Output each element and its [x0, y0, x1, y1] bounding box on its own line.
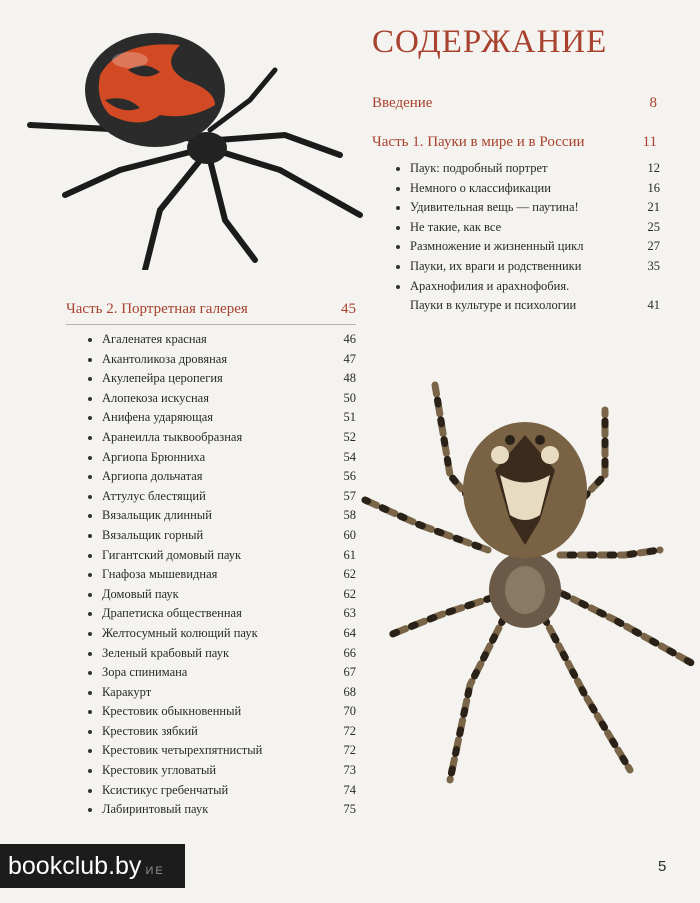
toc-intro-label: Введение — [372, 95, 433, 111]
watermark-text: bookclub.by — [8, 852, 142, 880]
toc-item[interactable]: Удивительная вещь — паутина! 21 — [410, 198, 660, 218]
toc-part1-page: 11 — [642, 134, 657, 150]
toc-item[interactable]: Аргиопа дольчатая 56 — [102, 467, 356, 487]
toc-item[interactable]: Вязальщик длинный 58 — [102, 506, 356, 526]
toc-item[interactable]: Алопекоза искусная 50 — [102, 389, 356, 409]
toc-part2-list — [102, 330, 356, 820]
toc-intro-page: 8 — [649, 95, 657, 111]
toc-item[interactable]: Домовый паук 62 — [102, 585, 356, 605]
toc-item[interactable]: Акантоликоза дровяная 47 — [102, 350, 356, 370]
toc-item[interactable]: Ксистикус гребенчатый 74 — [102, 781, 356, 801]
divider — [66, 324, 356, 325]
toc-item[interactable]: Агаленатея красная 46 — [102, 330, 356, 350]
toc-item[interactable]: Анифена ударяющая 51 — [102, 408, 356, 428]
brown-orb-weaver-spider-image — [360, 365, 700, 805]
toc-item[interactable]: Аранеилла тыквообразная 52 — [102, 428, 356, 448]
toc-part2-heading[interactable] — [66, 301, 356, 318]
page-title: СОДЕРЖАНИЕ — [372, 24, 608, 60]
toc-item-multiline[interactable]: Арахнофилия и арахнофобия. Пауки в культуре и психологии 41 — [410, 277, 660, 316]
toc-item[interactable]: Зора спинимана 67 — [102, 663, 356, 683]
red-black-spider-image — [10, 20, 370, 270]
toc-item[interactable]: Крестовик четырехпятнистый 72 — [102, 741, 356, 761]
toc-item[interactable]: Каракурт 68 — [102, 683, 356, 703]
toc-item[interactable]: Не такие, как все 25 — [410, 218, 660, 238]
toc-item[interactable]: Крестовик обыкновенный 70 — [102, 702, 356, 722]
watermark-badge — [0, 844, 185, 888]
toc-item[interactable]: Аргиопа Брюнниха 54 — [102, 448, 356, 468]
toc-part2-label: Часть 2. Портретная галерея — [66, 301, 248, 317]
toc-item[interactable]: Вязальщик горный 60 — [102, 526, 356, 546]
footer-running-head: ИЕ — [145, 865, 165, 877]
toc-part1-list — [410, 159, 660, 316]
toc-item[interactable]: Лабиринтовый паук 75 — [102, 800, 356, 820]
toc-item[interactable]: Желтосумный колющий паук 64 — [102, 624, 356, 644]
toc-item[interactable]: Драпетиска общественная 63 — [102, 604, 356, 624]
toc-item[interactable]: Гигантский домовый паук 61 — [102, 546, 356, 566]
toc-item[interactable]: Акулепейра церопегия 48 — [102, 369, 356, 389]
toc-item[interactable]: Гнафоза мышевидная 62 — [102, 565, 356, 585]
toc-item[interactable]: Зеленый крабовый паук 66 — [102, 644, 356, 664]
toc-item[interactable]: Пауки, их враги и родственники 35 — [410, 257, 660, 277]
toc-item[interactable]: Крестовик зябкий 72 — [102, 722, 356, 742]
toc-part2-page: 45 — [341, 301, 356, 317]
toc-intro[interactable] — [372, 95, 657, 112]
toc-item[interactable]: Размножение и жизненный цикл 27 — [410, 237, 660, 257]
page-number: 5 — [658, 858, 667, 875]
toc-item[interactable]: Крестовик угловатый 73 — [102, 761, 356, 781]
toc-item[interactable]: Немного о классификации 16 — [410, 179, 660, 199]
toc-item[interactable]: Аттулус блестящий 57 — [102, 487, 356, 507]
toc-part1-label: Часть 1. Пауки в мире и в России — [372, 134, 585, 150]
toc-item[interactable]: Паук: подробный портрет 12 — [410, 159, 660, 179]
toc-part1-heading[interactable] — [372, 134, 657, 151]
